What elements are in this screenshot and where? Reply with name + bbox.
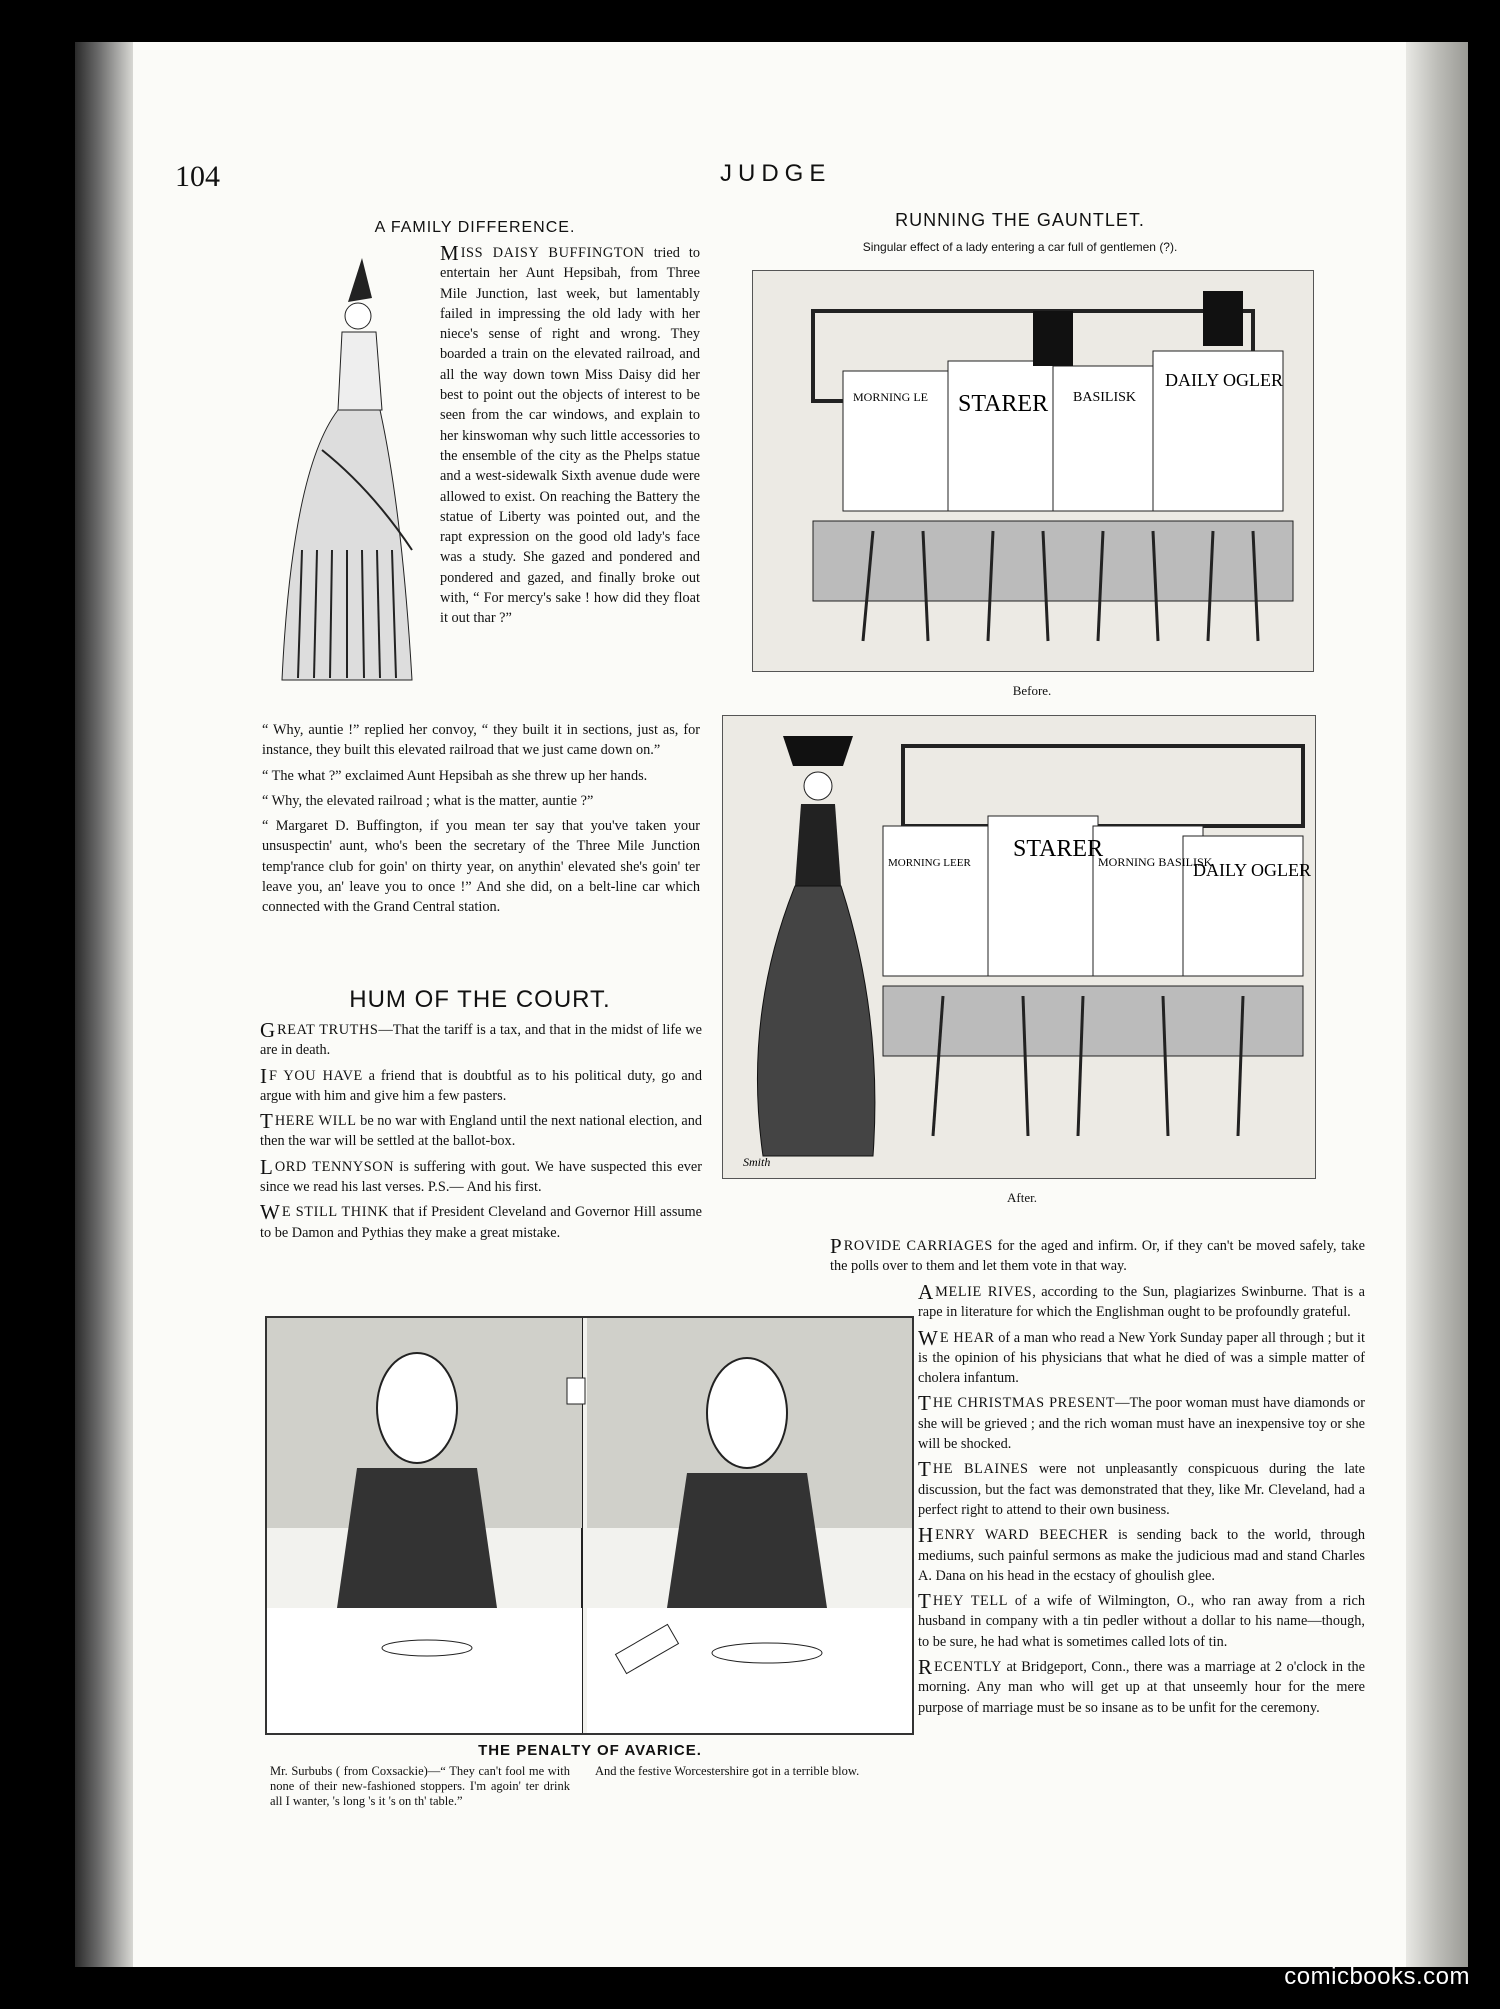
- family-paragraph-4: “ Why, the elevated railroad ; what is the matter, auntie ?”: [262, 792, 594, 809]
- lady-drawing: [262, 250, 434, 710]
- hum-lead: F YOU HAVE: [269, 1067, 363, 1084]
- drop-cap: W: [918, 1325, 938, 1350]
- drop-cap: P: [830, 1234, 842, 1258]
- hum-lead: HE CHRISTMAS PRESENT: [932, 1395, 1116, 1412]
- hum-text: is sending back to the world, through mediums, such painful sermons as make the judicious mad and stand Charles A. Dana on his head in the ecstacy of ghoulish glee.: [918, 1527, 1365, 1584]
- drop-cap: T: [260, 1109, 273, 1134]
- before-drawing: [753, 271, 1313, 671]
- family-paragraph-1: tried to entertain her Aunt Hepsibah, from Three Mile Junction, last week, but lamentably failed in impressing the old lady with her niece's sense of right and wrong. They boarded a train on the elevated railroad, and all the way down town Miss Daisy did her best to point out the objects of interest to be seen from the car windows, and explain to her kinswoman why such little accessories to the ensemble of the city as the Phelps statue and a west-sidewalk Sixth avenue dude were allowed to exist. On reaching the Battery the statue of Liberty was pointed out, and the rapt expression on the good old lady's face was a study. She gazed and pondered and pondered and gazed, and finally broke out with, “ For mercy's sake ! how did they float it out thar ?”: [440, 245, 700, 627]
- avarice-right-caption: And the festive Worcestershire got in a terrible blow.: [595, 1764, 860, 1778]
- hum-text: were not unpleasantly conspicuous during the late discussion, but the fact was demonstrated that they, like Mr. Cleveland, had a perfect right to attend to their own business.: [918, 1461, 1365, 1518]
- hum-text: of a man who read a New York Sunday paper all through ; but it is the opinion of his physicians that what he died of was a simple matter of cholera infantum.: [918, 1329, 1365, 1387]
- hum-item-1: [260, 1020, 702, 1061]
- hum-lead: ENRY WARD BEECHER: [935, 1527, 1109, 1544]
- hum-right-column-2: [918, 1282, 1365, 1723]
- hum-lead: HERE WILL: [274, 1113, 357, 1130]
- drop-cap: H: [918, 1523, 934, 1548]
- hum-right-item-3: [918, 1325, 1365, 1389]
- hum-right-item-6: [918, 1525, 1365, 1586]
- before-illustration: [752, 270, 1314, 672]
- drop-cap: T: [918, 1391, 931, 1416]
- drop-cap: A: [918, 1280, 934, 1304]
- drop-cap: G: [260, 1018, 276, 1042]
- paper-title: BASILISK: [1073, 390, 1137, 405]
- watermark: comicbooks.com: [1284, 1963, 1470, 1990]
- hum-right-item-5: [918, 1459, 1365, 1520]
- gauntlet-subtitle: Singular effect of a lady entering a car full of gentlemen (?).: [862, 240, 1178, 254]
- drop-cap: I: [260, 1063, 267, 1088]
- hum-lead: REAT TRUTHS: [277, 1022, 379, 1038]
- hum-right-item-1: [830, 1236, 1365, 1277]
- hum-lead: E HEAR: [939, 1329, 995, 1346]
- avarice-illustration: [265, 1316, 914, 1735]
- paper-title: DAILY OGLER: [1165, 370, 1284, 390]
- hum-item-3: [260, 1111, 702, 1152]
- family-paragraph-5: “ Margaret D. Buffington, if you mean ter say that you've taken your unsuspectin' aunt, who's been the secretary of the Three Mile Junction temp'rance club for goin' on thirty year, on anythin' elevated she's goin' ter leave you, an' leave you to once !” And she did, on a belt-line car which connected with the Grand Central station.: [262, 818, 700, 916]
- hum-text: , according to the Sun, plagiarizes Swinburne. That is a rape in literature for which the Englishman ought to be profoundly grateful.: [918, 1284, 1366, 1321]
- hum-text: a friend that is doubtful as to his political duty, go and argue with him and give him a few pasters.: [260, 1067, 702, 1104]
- hum-title: HUM OF THE COURT.: [349, 986, 611, 1013]
- hum-text: that if President Cleveland and Governor Hill assume to be Damon and Pythias they make a great mistake.: [260, 1204, 702, 1241]
- paper-title: STARER: [958, 391, 1049, 417]
- drop-cap: L: [260, 1154, 273, 1179]
- paper-title: MORNING BASILISK: [1098, 855, 1213, 869]
- family-column-1: [440, 243, 700, 634]
- family-column-2: [262, 720, 700, 923]
- hum-right-column: [830, 1236, 1365, 1282]
- masthead: JUDGE: [720, 160, 832, 187]
- family-paragraph-3: “ The what ?” exclaimed Aunt Hepsibah as she threw up her hands.: [262, 767, 648, 784]
- artist-signature: Smith: [743, 1155, 771, 1169]
- after-illustration: [722, 715, 1316, 1179]
- hum-lead: ORD TENNYSON: [274, 1158, 395, 1175]
- hum-item-2: [260, 1063, 702, 1107]
- hum-lead: ROVIDE CARRIAGES: [843, 1238, 993, 1254]
- hum-right-item-2: [918, 1282, 1365, 1323]
- paper-title: DAILY OGLER: [1193, 860, 1312, 880]
- hum-lead: HEY TELL: [932, 1593, 1009, 1610]
- hum-right-item-4: [918, 1393, 1365, 1454]
- family-lead: ISS DAISY BUFFINGTON: [460, 245, 645, 261]
- lady-illustration: [262, 250, 434, 710]
- hum-text: —The poor woman must have diamonds or she will be grieved ; and the rich woman must have an inexpensive toy or she will be shocked.: [918, 1395, 1366, 1453]
- family-paragraph-2: “ Why, auntie !” replied her convoy, “ they built it in sections, just as, for instance, they built this elevated railroad that we just came down on.”: [262, 722, 700, 759]
- hum-right-item-7: [918, 1591, 1365, 1652]
- hum-left-column: [260, 1020, 702, 1248]
- paper-title: STARER: [1013, 836, 1104, 862]
- drop-cap: M: [440, 241, 459, 265]
- hum-right-item-8: [918, 1657, 1365, 1718]
- hum-text: —That the tariff is a tax, and that in the midst of life we are in death.: [260, 1022, 702, 1059]
- avarice-drawing: [267, 1318, 912, 1733]
- paper-title: MORNING LEER: [888, 857, 971, 869]
- hum-lead: MELIE RIVES: [935, 1284, 1033, 1300]
- hum-item-4: [260, 1154, 702, 1198]
- hum-text: of a wife of Wilmington, O., who ran away from a rich husband in company with a tin pedler without a dollar to his name—though, to be sure, he had what is sometimes called lots of tin.: [918, 1593, 1365, 1650]
- hum-lead: HE BLAINES: [932, 1461, 1029, 1478]
- page-edge: [1406, 42, 1468, 1967]
- hum-text: at Bridgeport, Conn., there was a marriage at 2 o'clock in the morning. Any man who will get up at that unseemly hour for the mere purpose of marriage must be so insane as to be unfit for the ceremony.: [918, 1659, 1365, 1716]
- book-spine-shadow: [75, 42, 133, 1967]
- hum-lead: ECENTLY: [934, 1659, 1002, 1676]
- hum-lead: E STILL THINK: [281, 1204, 389, 1221]
- hum-text: is suffering with gout. We have suspected this ever since we read his last verses. P.S.— And his first.: [260, 1158, 702, 1196]
- hum-text: for the aged and infirm. Or, if they can't be moved safely, take the polls over to them and let them vote in that way.: [830, 1238, 1365, 1275]
- drop-cap: T: [918, 1457, 931, 1482]
- drop-cap: T: [918, 1589, 931, 1614]
- family-title: A FAMILY DIFFERENCE.: [374, 219, 576, 236]
- page-number: 104: [175, 160, 220, 193]
- after-drawing: [723, 716, 1315, 1178]
- drop-cap: W: [260, 1200, 280, 1225]
- after-caption: After.: [1007, 1190, 1037, 1205]
- hum-item-5: [260, 1202, 702, 1243]
- gauntlet-title: RUNNING THE GAUNTLET.: [895, 210, 1145, 230]
- paper-title: MORNING LE: [853, 390, 928, 404]
- avarice-left-caption: Mr. Surbubs ( from Coxsackie)—“ They can't fool me with none of their new-fashioned stoppers. I'm agoin' ter drink all I wanter, 's long 's it 's on th' table.”: [270, 1764, 570, 1808]
- hum-text: be no war with England until the next national election, and then the war will be settled at the ballot-box.: [260, 1113, 703, 1150]
- avarice-title: THE PENALTY OF AVARICE.: [478, 1742, 702, 1759]
- drop-cap: R: [918, 1655, 933, 1680]
- before-caption: Before.: [1012, 683, 1052, 698]
